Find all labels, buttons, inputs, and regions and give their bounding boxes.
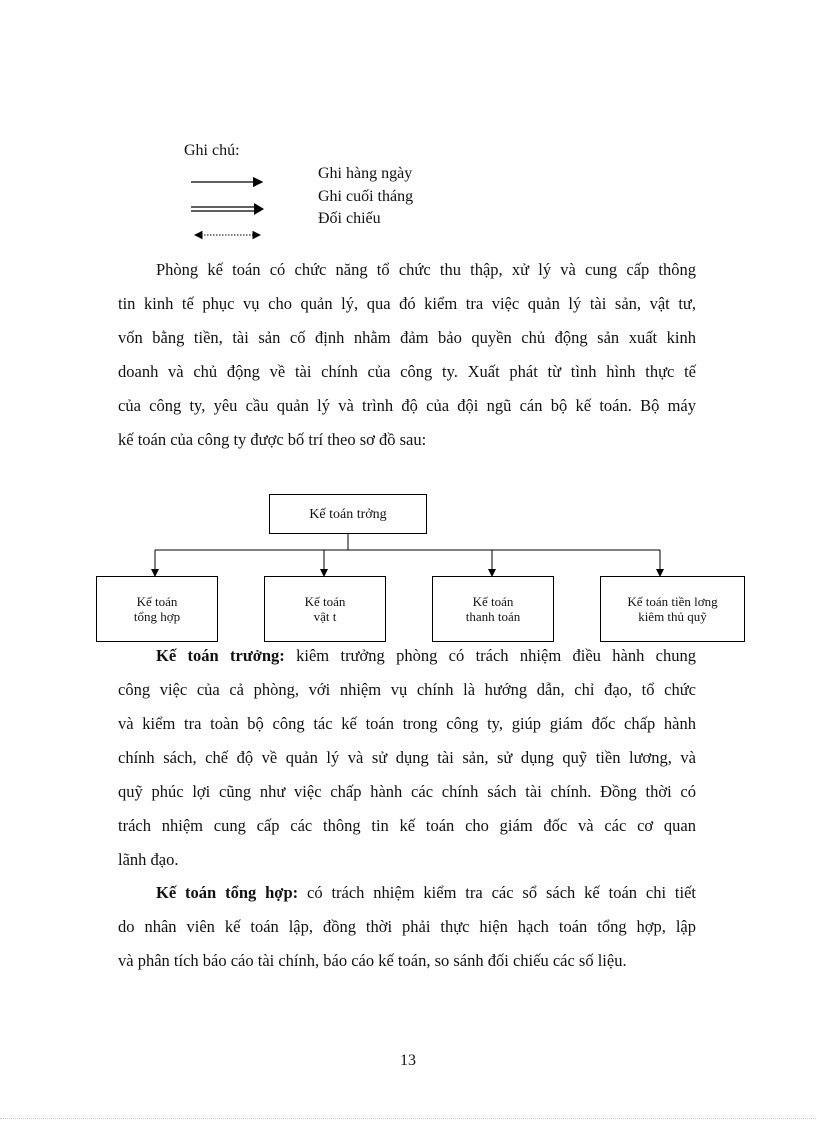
text-line: vốn bằng tiền, tài sản cố định nhằm đảm bảo quyền chủ động sản xuất kinh: [118, 328, 696, 347]
org-box-label: tổng hợp: [133, 609, 181, 624]
org-box-label: Kế toán: [136, 594, 178, 609]
org-box-label: kiêm thủ quỹ: [638, 609, 707, 624]
text-line: và phân tích báo cáo tài chính, báo cáo kế toán, so sánh đối chiếu các số liệu.: [118, 951, 627, 970]
org-box-label: Kế toán tiền lơng: [627, 594, 718, 609]
org-box-payroll-accountant: [600, 576, 745, 642]
org-box-label: thanh toán: [465, 609, 521, 624]
org-box-chief-accountant: [269, 494, 427, 534]
text-line: công việc của cả phòng, với nhiệm vụ chính là hướng dẫn, chỉ đạo, tổ chức: [118, 680, 696, 699]
org-box-label: Kế toán: [472, 594, 514, 609]
legend-label-reconcile: Đối chiếu: [318, 210, 381, 227]
text-line: [118, 639, 696, 673]
text-span: có trách nhiệm kiểm tra các sổ sách kế toán chi tiết: [298, 883, 696, 902]
page-bottom-divider: [0, 1118, 816, 1119]
page-number: 13: [400, 1052, 416, 1069]
text-span: kiêm trưởng phòng có trách nhiệm điều hành chung: [284, 646, 696, 665]
text-line: do nhân viên kế toán lập, đồng thời phải thực hiện hạch toán tổng hợp, lập: [118, 917, 696, 936]
section-heading: Kế toán tổng hợp:: [156, 883, 299, 902]
legend-title: Ghi chú:: [184, 142, 240, 159]
org-box-label: vật t: [313, 609, 337, 624]
section-heading: Kế toán trưởng:: [156, 646, 285, 665]
text-line: kế toán của công ty được bố trí theo sơ đồ sau:: [118, 430, 427, 449]
text-line: trách nhiệm cung cấp các thông tin kế toán cho giám đốc và các cơ quan: [118, 816, 696, 835]
text-line: chính sách, chế độ về quản lý và sử dụng tài sản, sử dụng quỹ tiền lương, và: [118, 748, 696, 767]
legend-label-daily: Ghi hàng ngày: [318, 165, 413, 182]
text-line: lãnh đạo.: [118, 850, 179, 869]
org-chart-connectors: [0, 530, 816, 580]
org-box-label: Kế toán: [304, 594, 346, 609]
text-line: và kiểm tra toàn bộ công tác kế toán trong công ty, giúp giám đốc chấp hành: [118, 714, 696, 733]
chief-accountant-paragraph: [118, 639, 696, 877]
org-box-label: Kế toán trởng: [309, 506, 387, 522]
text-line: doanh và chủ động về tài chính của công ty. Xuất phát từ tình hình thực tế: [118, 362, 696, 381]
org-box-payment-accountant: [432, 576, 554, 642]
text-line: Phòng kế toán có chức năng tổ chức thu thập, xử lý và cung cấp thông: [156, 260, 696, 279]
intro-paragraph: [118, 253, 696, 457]
text-line: [118, 876, 696, 910]
legend-line-symbols: [186, 168, 270, 244]
text-line: của công ty, yêu cầu quản lý và trình độ của đội ngũ cán bộ kế toán. Bộ máy: [118, 396, 696, 415]
org-box-general-accountant: [96, 576, 218, 642]
general-accountant-paragraph: [118, 876, 696, 978]
legend-label-month-end: Ghi cuối tháng: [318, 188, 414, 205]
text-line: tin kinh tế phục vụ cho quản lý, qua đó kiểm tra việc quản lý tài sản, vật tư,: [118, 294, 696, 313]
text-line: quỹ phúc lợi cũng như việc chấp hành các chính sách tài chính. Đồng thời có: [118, 782, 696, 801]
double-arrow-icon: [191, 203, 264, 215]
org-box-materials-accountant: [264, 576, 386, 642]
